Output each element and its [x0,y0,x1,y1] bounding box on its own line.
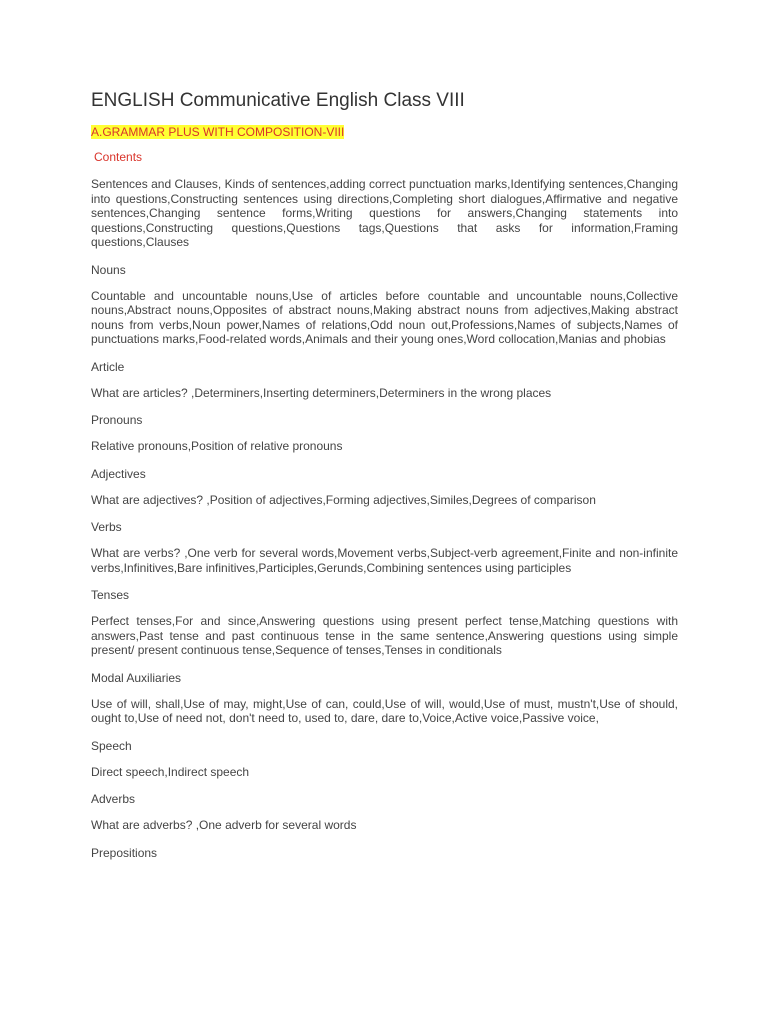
section-heading-nouns: Nouns [91,262,126,277]
section-heading-adverbs: Adverbs [91,792,136,806]
section-heading-tenses: Tenses [91,588,130,602]
intro-paragraph: Sentences and Clauses, Kinds of sentences,adding correct punctuation marks,Identifying sentences,Changing into questions,Constructing sentences using directions,Completing short dialogues,Affirmative and negative sentences,Changing sentence forms,Writing questions for answers,Changing statements into questions,Constructing questions,Questions tags,Questions that asks for information,Framing questions,Clauses [91,177,678,249]
section-body-adjectives: What are adjectives? ,Position of adjectives,Forming adjectives,Similes,Degrees of comparison [91,492,596,507]
section-heading-prepositions: Prepositions [91,845,158,860]
book-title-line [91,124,678,140]
section-heading-adjectives: Adjectives [91,466,146,481]
document-title: ENGLISH Communicative English Class VIII [91,90,465,111]
book-title-highlight: A.GRAMMAR PLUS WITH COMPOSITION-VIII [91,125,345,139]
section-body-tenses: Perfect tenses,For and since,Answering questions using present perfect tense,Matching questions with answers,Past tense and past continuous tense in the same sentence,Answering questions using simple present/ present continuous tense,Sequence of tenses,Tenses in conditionals [91,614,678,657]
section-body-verbs: What are verbs? ,One verb for several words,Movement verbs,Subject-verb agreement,Finite and non-infinite verbs,Infinitives,Bare infinitives,Participles,Gerunds,Combining sentences using participles [91,546,678,575]
section-heading-verbs: Verbs [91,520,122,534]
section-body-speech: Direct speech,Indirect speech [91,764,250,779]
section-body-nouns: Countable and uncountable nouns,Use of articles before countable and uncountable nouns,Collective nouns,Abstract nouns,Opposites of abstract nouns,Making abstract nouns from adjectives,Making abstract nouns from verbs,Noun power,Names of relations,Odd noun out,Professions,Names of subjects,Names of punctuations marks,Food-related words,Animals and their young ones,Word collocation,Manias and phobias [91,288,678,346]
section-heading-pronouns: Pronouns [91,413,143,427]
section-body-modal-auxiliaries: Use of will, shall,Use of may, might,Use of can, could,Use of will, would,Use of must, mustn't,Use of should, ought to,Use of need not, don't need to, used to, dare, dare to,Voice,Active voice,Passive voice, [91,696,678,725]
section-body-article: What are articles? ,Determiners,Inserting determiners,Determiners in the wrong places [91,385,552,400]
section-heading-article: Article [91,359,125,374]
section-heading-modal-auxiliaries: Modal Auxiliaries [91,670,182,685]
section-heading-speech: Speech [91,738,132,753]
section-body-pronouns: Relative pronouns,Position of relative pronouns [91,439,343,453]
section-body-adverbs: What are adverbs? ,One adverb for several words [91,818,357,832]
document-page [91,88,678,872]
contents-label: Contents [94,150,143,164]
